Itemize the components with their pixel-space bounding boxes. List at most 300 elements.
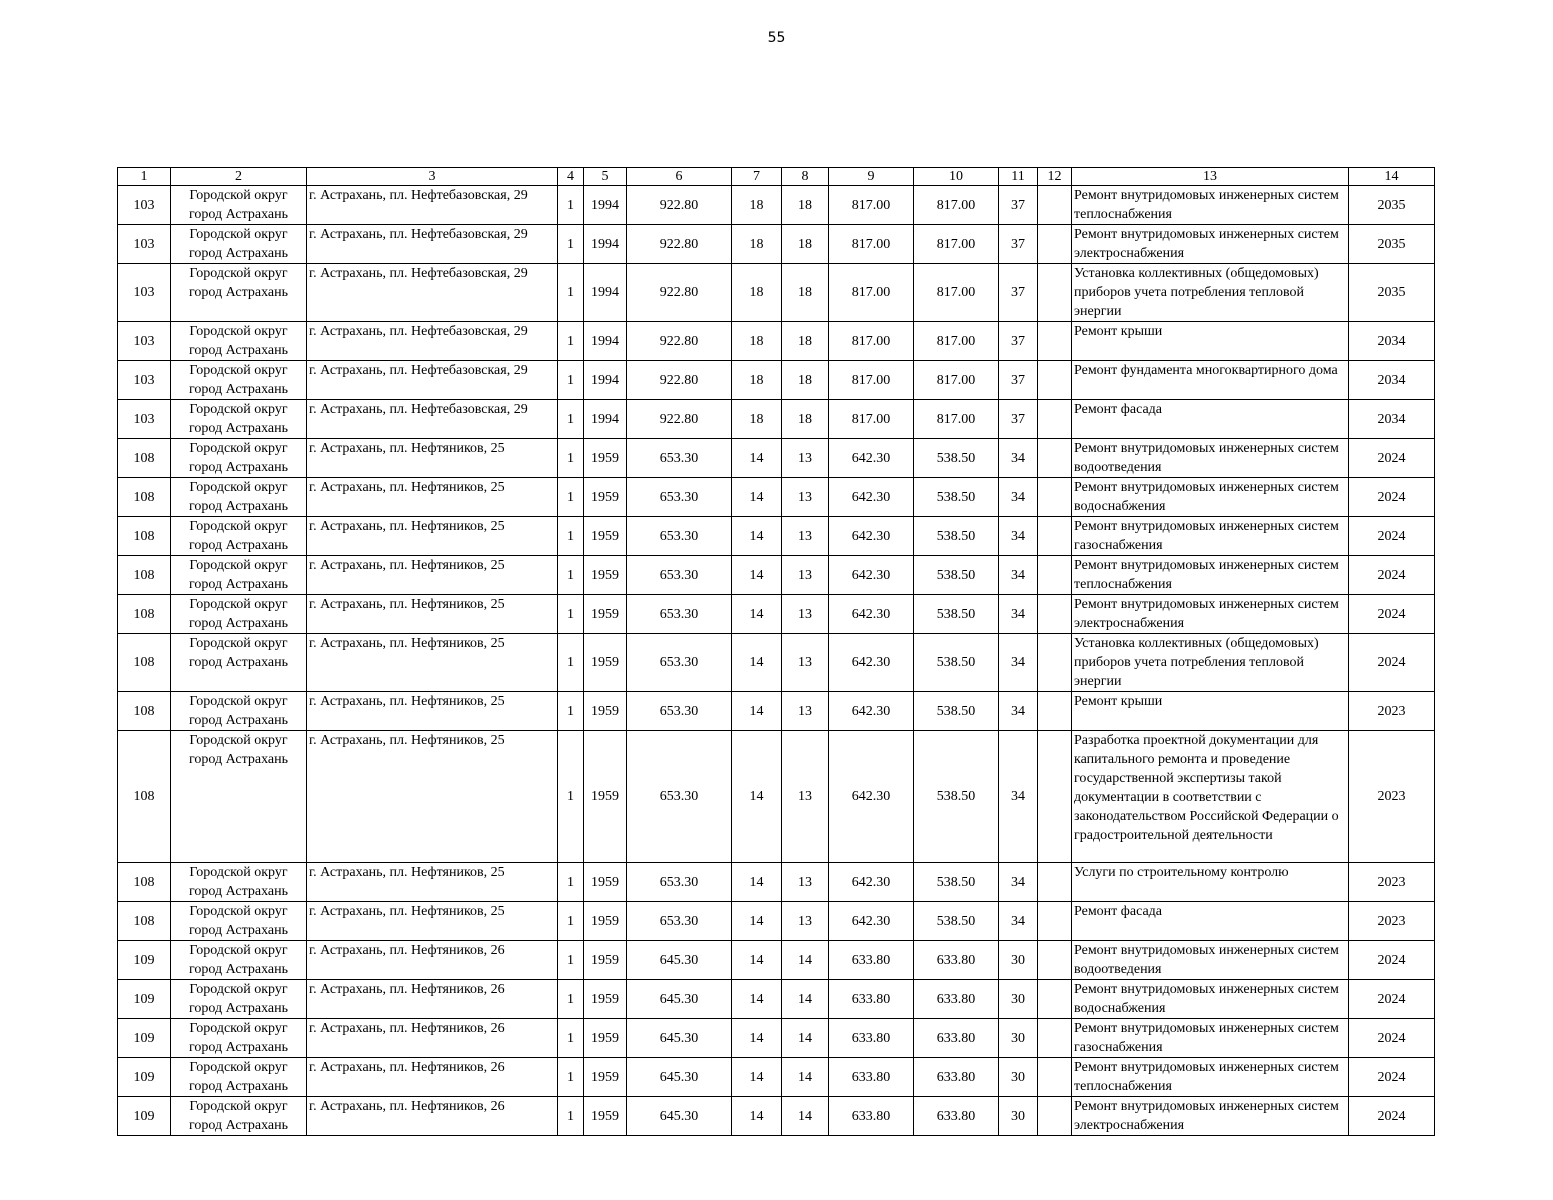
cell-col-7: 14 — [732, 941, 782, 980]
cell-work-type: Ремонт внутридомовых инженерных систем теплоснабжения — [1072, 1058, 1349, 1097]
cell-col-14: 2023 — [1349, 902, 1435, 941]
table-body — [118, 186, 1435, 1136]
cell-col-12 — [1038, 595, 1072, 634]
cell-address: г. Астрахань, пл. Нефтебазовская, 29 — [307, 400, 558, 439]
cell-col-7: 14 — [732, 517, 782, 556]
cell-col-4: 1 — [558, 863, 584, 902]
cell-work-type: Ремонт внутридомовых инженерных систем электроснабжения — [1072, 225, 1349, 264]
table-row — [118, 1058, 1435, 1097]
cell-col-11: 30 — [999, 941, 1038, 980]
cell-col-4: 1 — [558, 400, 584, 439]
cell-col-11: 30 — [999, 1097, 1038, 1136]
cell-col-11: 34 — [999, 731, 1038, 863]
cell-col-9: 642.30 — [829, 556, 914, 595]
cell-year: 1959 — [584, 863, 627, 902]
header-row — [118, 168, 1435, 186]
cell-col-9: 817.00 — [829, 322, 914, 361]
cell-row-number: 108 — [118, 731, 171, 863]
cell-col-12 — [1038, 478, 1072, 517]
cell-year: 1959 — [584, 980, 627, 1019]
cell-municipality: Городской округ город Астрахань — [171, 517, 307, 556]
cell-col-10: 538.50 — [914, 556, 999, 595]
cell-col-11: 34 — [999, 517, 1038, 556]
cell-municipality: Городской округ город Астрахань — [171, 556, 307, 595]
cell-col-12 — [1038, 400, 1072, 439]
cell-municipality: Городской округ город Астрахань — [171, 863, 307, 902]
cell-year: 1959 — [584, 941, 627, 980]
cell-col-7: 18 — [732, 264, 782, 322]
table-header — [118, 168, 1435, 186]
cell-col-6: 653.30 — [627, 902, 732, 941]
cell-work-type: Установка коллективных (общедомовых) приборов учета потребления тепловой энергии — [1072, 634, 1349, 692]
cell-row-number: 108 — [118, 517, 171, 556]
cell-col-7: 14 — [732, 692, 782, 731]
cell-col-11: 37 — [999, 322, 1038, 361]
cell-col-8: 14 — [782, 1097, 829, 1136]
cell-year: 1959 — [584, 595, 627, 634]
column-header-6: 6 — [627, 168, 732, 186]
cell-year: 1994 — [584, 361, 627, 400]
cell-year: 1959 — [584, 731, 627, 863]
cell-col-11: 34 — [999, 902, 1038, 941]
cell-col-14: 2034 — [1349, 361, 1435, 400]
housing-repair-table — [117, 167, 1435, 1136]
cell-work-type: Ремонт внутридомовых инженерных систем теплоснабжения — [1072, 186, 1349, 225]
cell-col-8: 14 — [782, 1058, 829, 1097]
cell-col-9: 633.80 — [829, 941, 914, 980]
cell-municipality: Городской округ город Астрахань — [171, 225, 307, 264]
cell-col-12 — [1038, 186, 1072, 225]
column-header-1: 1 — [118, 168, 171, 186]
cell-col-14: 2024 — [1349, 595, 1435, 634]
cell-col-12 — [1038, 556, 1072, 595]
column-header-5: 5 — [584, 168, 627, 186]
cell-row-number: 109 — [118, 941, 171, 980]
cell-col-6: 653.30 — [627, 556, 732, 595]
cell-col-9: 642.30 — [829, 595, 914, 634]
cell-col-8: 13 — [782, 634, 829, 692]
cell-col-4: 1 — [558, 595, 584, 634]
cell-row-number: 108 — [118, 439, 171, 478]
cell-col-10: 817.00 — [914, 361, 999, 400]
table-row — [118, 322, 1435, 361]
cell-col-12 — [1038, 980, 1072, 1019]
cell-col-8: 18 — [782, 225, 829, 264]
cell-municipality: Городской округ город Астрахань — [171, 478, 307, 517]
cell-col-12 — [1038, 692, 1072, 731]
table-row — [118, 1019, 1435, 1058]
cell-year: 1959 — [584, 556, 627, 595]
cell-col-12 — [1038, 1097, 1072, 1136]
cell-col-4: 1 — [558, 517, 584, 556]
cell-col-4: 1 — [558, 264, 584, 322]
cell-row-number: 103 — [118, 322, 171, 361]
column-header-7: 7 — [732, 168, 782, 186]
cell-address: г. Астрахань, пл. Нефтебазовская, 29 — [307, 361, 558, 400]
cell-col-6: 645.30 — [627, 941, 732, 980]
cell-col-8: 14 — [782, 980, 829, 1019]
cell-col-9: 633.80 — [829, 1019, 914, 1058]
cell-col-10: 633.80 — [914, 941, 999, 980]
cell-col-12 — [1038, 863, 1072, 902]
cell-col-6: 645.30 — [627, 980, 732, 1019]
cell-col-4: 1 — [558, 980, 584, 1019]
column-header-2: 2 — [171, 168, 307, 186]
cell-address: г. Астрахань, пл. Нефтяников, 26 — [307, 941, 558, 980]
cell-col-4: 1 — [558, 478, 584, 517]
cell-year: 1959 — [584, 692, 627, 731]
column-header-9: 9 — [829, 168, 914, 186]
cell-work-type: Ремонт внутридомовых инженерных систем водоотведения — [1072, 941, 1349, 980]
cell-year: 1959 — [584, 478, 627, 517]
cell-municipality: Городской округ город Астрахань — [171, 1058, 307, 1097]
cell-address: г. Астрахань, пл. Нефтяников, 25 — [307, 517, 558, 556]
cell-col-11: 37 — [999, 225, 1038, 264]
cell-col-7: 14 — [732, 731, 782, 863]
cell-work-type: Ремонт внутридомовых инженерных систем теплоснабжения — [1072, 556, 1349, 595]
cell-col-12 — [1038, 361, 1072, 400]
cell-col-11: 34 — [999, 595, 1038, 634]
cell-col-12 — [1038, 1058, 1072, 1097]
cell-col-9: 633.80 — [829, 1058, 914, 1097]
cell-municipality: Городской округ город Астрахань — [171, 322, 307, 361]
cell-col-7: 18 — [732, 186, 782, 225]
cell-col-4: 1 — [558, 634, 584, 692]
cell-row-number: 109 — [118, 1097, 171, 1136]
cell-row-number: 109 — [118, 1058, 171, 1097]
cell-col-14: 2023 — [1349, 692, 1435, 731]
cell-work-type: Ремонт внутридомовых инженерных систем водоснабжения — [1072, 980, 1349, 1019]
cell-municipality: Городской округ город Астрахань — [171, 634, 307, 692]
cell-col-10: 538.50 — [914, 863, 999, 902]
cell-col-8: 14 — [782, 1019, 829, 1058]
cell-col-9: 642.30 — [829, 634, 914, 692]
table-row — [118, 980, 1435, 1019]
table-row — [118, 186, 1435, 225]
cell-municipality: Городской округ город Астрахань — [171, 1019, 307, 1058]
cell-row-number: 109 — [118, 1019, 171, 1058]
cell-col-14: 2024 — [1349, 941, 1435, 980]
cell-col-8: 14 — [782, 941, 829, 980]
cell-col-12 — [1038, 264, 1072, 322]
table-row — [118, 439, 1435, 478]
cell-col-6: 653.30 — [627, 863, 732, 902]
cell-col-14: 2024 — [1349, 1097, 1435, 1136]
cell-col-11: 30 — [999, 980, 1038, 1019]
cell-row-number: 103 — [118, 225, 171, 264]
cell-col-7: 14 — [732, 595, 782, 634]
cell-col-4: 1 — [558, 731, 584, 863]
cell-col-9: 642.30 — [829, 517, 914, 556]
cell-work-type: Ремонт внутридомовых инженерных систем водоснабжения — [1072, 478, 1349, 517]
cell-address: г. Астрахань, пл. Нефтяников, 26 — [307, 980, 558, 1019]
cell-col-9: 633.80 — [829, 980, 914, 1019]
cell-col-4: 1 — [558, 439, 584, 478]
cell-col-6: 653.30 — [627, 731, 732, 863]
cell-col-14: 2023 — [1349, 731, 1435, 863]
cell-address: г. Астрахань, пл. Нефтяников, 25 — [307, 595, 558, 634]
cell-address: г. Астрахань, пл. Нефтяников, 25 — [307, 863, 558, 902]
cell-col-7: 14 — [732, 478, 782, 517]
cell-col-10: 538.50 — [914, 731, 999, 863]
cell-year: 1994 — [584, 225, 627, 264]
cell-col-11: 37 — [999, 400, 1038, 439]
cell-row-number: 103 — [118, 186, 171, 225]
cell-work-type: Ремонт внутридомовых инженерных систем электроснабжения — [1072, 1097, 1349, 1136]
cell-work-type: Установка коллективных (общедомовых) приборов учета потребления тепловой энергии — [1072, 264, 1349, 322]
cell-col-10: 538.50 — [914, 595, 999, 634]
cell-row-number: 108 — [118, 595, 171, 634]
cell-year: 1994 — [584, 264, 627, 322]
cell-col-6: 922.80 — [627, 225, 732, 264]
cell-year: 1959 — [584, 1097, 627, 1136]
cell-row-number: 108 — [118, 478, 171, 517]
cell-col-4: 1 — [558, 556, 584, 595]
cell-col-14: 2024 — [1349, 439, 1435, 478]
table-row — [118, 556, 1435, 595]
cell-address: г. Астрахань, пл. Нефтяников, 25 — [307, 556, 558, 595]
cell-col-4: 1 — [558, 361, 584, 400]
cell-row-number: 108 — [118, 556, 171, 595]
column-header-11: 11 — [999, 168, 1038, 186]
cell-col-11: 34 — [999, 556, 1038, 595]
table-row — [118, 478, 1435, 517]
cell-row-number: 108 — [118, 634, 171, 692]
cell-col-12 — [1038, 322, 1072, 361]
cell-municipality: Городской округ город Астрахань — [171, 1097, 307, 1136]
page-number: 55 — [767, 30, 786, 46]
cell-col-7: 14 — [732, 1097, 782, 1136]
cell-col-4: 1 — [558, 1058, 584, 1097]
cell-row-number: 103 — [118, 400, 171, 439]
cell-col-10: 633.80 — [914, 1019, 999, 1058]
cell-col-12 — [1038, 225, 1072, 264]
cell-col-10: 538.50 — [914, 517, 999, 556]
cell-row-number: 108 — [118, 863, 171, 902]
cell-col-8: 18 — [782, 400, 829, 439]
cell-col-11: 37 — [999, 186, 1038, 225]
cell-col-9: 642.30 — [829, 439, 914, 478]
cell-address: г. Астрахань, пл. Нефтяников, 25 — [307, 692, 558, 731]
cell-col-14: 2034 — [1349, 400, 1435, 439]
cell-col-10: 633.80 — [914, 1097, 999, 1136]
cell-address: г. Астрахань, пл. Нефтяников, 26 — [307, 1097, 558, 1136]
cell-col-6: 922.80 — [627, 322, 732, 361]
cell-col-8: 13 — [782, 692, 829, 731]
cell-col-14: 2034 — [1349, 322, 1435, 361]
cell-col-8: 13 — [782, 517, 829, 556]
cell-col-7: 14 — [732, 634, 782, 692]
cell-work-type: Ремонт внутридомовых инженерных систем электроснабжения — [1072, 595, 1349, 634]
cell-col-11: 37 — [999, 361, 1038, 400]
cell-year: 1959 — [584, 439, 627, 478]
cell-municipality: Городской округ город Астрахань — [171, 902, 307, 941]
column-header-12: 12 — [1038, 168, 1072, 186]
cell-work-type: Ремонт внутридомовых инженерных систем газоснабжения — [1072, 1019, 1349, 1058]
cell-col-6: 653.30 — [627, 634, 732, 692]
cell-municipality: Городской округ город Астрахань — [171, 361, 307, 400]
cell-col-8: 13 — [782, 556, 829, 595]
cell-col-12 — [1038, 439, 1072, 478]
cell-year: 1994 — [584, 186, 627, 225]
cell-col-10: 817.00 — [914, 186, 999, 225]
cell-address: г. Астрахань, пл. Нефтяников, 26 — [307, 1058, 558, 1097]
cell-work-type: Услуги по строительному контролю — [1072, 863, 1349, 902]
cell-col-6: 653.30 — [627, 517, 732, 556]
cell-col-11: 30 — [999, 1058, 1038, 1097]
cell-address: г. Астрахань, пл. Нефтяников, 26 — [307, 1019, 558, 1058]
cell-col-12 — [1038, 634, 1072, 692]
cell-col-4: 1 — [558, 186, 584, 225]
cell-work-type: Ремонт фасада — [1072, 400, 1349, 439]
cell-col-10: 633.80 — [914, 980, 999, 1019]
cell-address: г. Астрахань, пл. Нефтяников, 25 — [307, 634, 558, 692]
cell-col-11: 30 — [999, 1019, 1038, 1058]
cell-col-6: 645.30 — [627, 1019, 732, 1058]
column-header-3: 3 — [307, 168, 558, 186]
cell-col-12 — [1038, 902, 1072, 941]
cell-col-11: 34 — [999, 692, 1038, 731]
cell-work-type: Ремонт фундамента многоквартирного дома — [1072, 361, 1349, 400]
cell-col-14: 2024 — [1349, 478, 1435, 517]
table-row — [118, 863, 1435, 902]
table-row — [118, 731, 1435, 863]
cell-col-6: 653.30 — [627, 439, 732, 478]
cell-col-7: 18 — [732, 400, 782, 439]
table-row — [118, 400, 1435, 439]
cell-municipality: Городской округ город Астрахань — [171, 692, 307, 731]
cell-col-9: 817.00 — [829, 225, 914, 264]
table-row — [118, 595, 1435, 634]
cell-address: г. Астрахань, пл. Нефтебазовская, 29 — [307, 186, 558, 225]
cell-col-4: 1 — [558, 902, 584, 941]
cell-work-type: Ремонт внутридомовых инженерных систем водоотведения — [1072, 439, 1349, 478]
cell-work-type: Ремонт крыши — [1072, 692, 1349, 731]
cell-col-9: 817.00 — [829, 264, 914, 322]
cell-col-10: 538.50 — [914, 478, 999, 517]
table-row — [118, 634, 1435, 692]
cell-col-7: 14 — [732, 439, 782, 478]
cell-col-7: 14 — [732, 863, 782, 902]
table-row — [118, 692, 1435, 731]
cell-col-4: 1 — [558, 1019, 584, 1058]
cell-work-type: Ремонт фасада — [1072, 902, 1349, 941]
cell-col-14: 2035 — [1349, 186, 1435, 225]
cell-col-7: 14 — [732, 1019, 782, 1058]
cell-col-11: 34 — [999, 634, 1038, 692]
cell-col-9: 817.00 — [829, 400, 914, 439]
cell-col-6: 653.30 — [627, 692, 732, 731]
cell-col-6: 645.30 — [627, 1058, 732, 1097]
cell-col-8: 18 — [782, 186, 829, 225]
column-header-14: 14 — [1349, 168, 1435, 186]
cell-year: 1959 — [584, 634, 627, 692]
cell-col-11: 34 — [999, 439, 1038, 478]
cell-col-14: 2024 — [1349, 1058, 1435, 1097]
cell-col-8: 13 — [782, 595, 829, 634]
cell-col-12 — [1038, 1019, 1072, 1058]
cell-municipality: Городской округ город Астрахань — [171, 264, 307, 322]
cell-municipality: Городской округ город Астрахань — [171, 439, 307, 478]
cell-col-14: 2023 — [1349, 863, 1435, 902]
cell-col-7: 18 — [732, 361, 782, 400]
cell-col-14: 2024 — [1349, 556, 1435, 595]
cell-row-number: 103 — [118, 361, 171, 400]
table-row — [118, 517, 1435, 556]
cell-col-6: 653.30 — [627, 478, 732, 517]
cell-year: 1959 — [584, 517, 627, 556]
cell-col-9: 642.30 — [829, 731, 914, 863]
table-row — [118, 264, 1435, 322]
cell-col-14: 2024 — [1349, 1019, 1435, 1058]
cell-year: 1959 — [584, 902, 627, 941]
cell-col-11: 37 — [999, 264, 1038, 322]
cell-col-14: 2024 — [1349, 980, 1435, 1019]
table-row — [118, 902, 1435, 941]
cell-col-6: 922.80 — [627, 361, 732, 400]
cell-municipality: Городской округ город Астрахань — [171, 186, 307, 225]
cell-col-14: 2035 — [1349, 264, 1435, 322]
cell-col-12 — [1038, 731, 1072, 863]
cell-col-8: 18 — [782, 322, 829, 361]
cell-address: г. Астрахань, пл. Нефтяников, 25 — [307, 902, 558, 941]
cell-col-6: 653.30 — [627, 595, 732, 634]
cell-col-9: 633.80 — [829, 1097, 914, 1136]
cell-year: 1994 — [584, 400, 627, 439]
cell-col-9: 642.30 — [829, 692, 914, 731]
cell-row-number: 109 — [118, 980, 171, 1019]
cell-col-7: 14 — [732, 556, 782, 595]
column-header-8: 8 — [782, 168, 829, 186]
cell-col-7: 18 — [732, 322, 782, 361]
cell-col-8: 13 — [782, 902, 829, 941]
table-row — [118, 1097, 1435, 1136]
cell-municipality: Городской округ город Астрахань — [171, 941, 307, 980]
cell-col-8: 13 — [782, 731, 829, 863]
cell-address: г. Астрахань, пл. Нефтяников, 25 — [307, 439, 558, 478]
cell-col-7: 14 — [732, 1058, 782, 1097]
cell-col-6: 922.80 — [627, 264, 732, 322]
cell-year: 1994 — [584, 322, 627, 361]
cell-col-10: 538.50 — [914, 439, 999, 478]
cell-col-4: 1 — [558, 941, 584, 980]
cell-col-9: 817.00 — [829, 361, 914, 400]
table-row — [118, 361, 1435, 400]
cell-address: г. Астрахань, пл. Нефтяников, 25 — [307, 731, 558, 863]
cell-col-4: 1 — [558, 322, 584, 361]
cell-col-8: 18 — [782, 361, 829, 400]
cell-year: 1959 — [584, 1058, 627, 1097]
cell-col-14: 2024 — [1349, 517, 1435, 556]
cell-col-7: 14 — [732, 980, 782, 1019]
cell-col-11: 34 — [999, 478, 1038, 517]
cell-col-6: 922.80 — [627, 186, 732, 225]
cell-work-type: Ремонт внутридомовых инженерных систем газоснабжения — [1072, 517, 1349, 556]
cell-col-12 — [1038, 941, 1072, 980]
cell-year: 1959 — [584, 1019, 627, 1058]
cell-work-type: Ремонт крыши — [1072, 322, 1349, 361]
table-row — [118, 941, 1435, 980]
cell-col-8: 18 — [782, 264, 829, 322]
cell-col-9: 642.30 — [829, 478, 914, 517]
column-header-4: 4 — [558, 168, 584, 186]
cell-col-10: 633.80 — [914, 1058, 999, 1097]
cell-col-10: 538.50 — [914, 692, 999, 731]
cell-work-type: Разработка проектной документации для капитального ремонта и проведение государственной экспертизы такой документации в соответствии с законодательством Российской Федерации о градостроительной деятельности — [1072, 731, 1349, 863]
cell-col-7: 18 — [732, 225, 782, 264]
cell-col-6: 922.80 — [627, 400, 732, 439]
cell-row-number: 103 — [118, 264, 171, 322]
